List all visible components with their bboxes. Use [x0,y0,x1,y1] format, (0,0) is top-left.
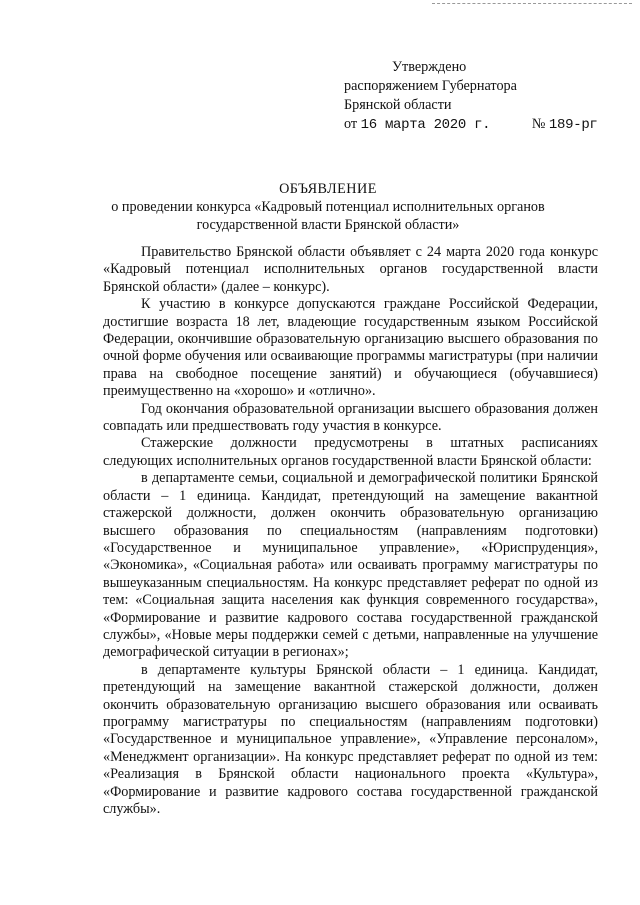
approval-number: 189-рг [548,117,598,133]
document-body [103,244,598,818]
paragraph: в департаменте культуры Брянской области – 1 единица. Кандидат, претендующий на замещение вакантной стажерской должности, должен окончить образовательную организацию высшего образования или осваивать программу магистратуры по специальностям (направлениям подготовки) «Государственное и муниципальное управление», «Управление персоналом», «Менеджмент организации». На конкурс представляет реферат по одной из тем: «Реализация в Брянской области национального проекта «Культура», «Формирование и развитие кадрового состава государственной гражданской службы». [103,661,598,817]
approval-date-line [344,115,598,135]
approval-word: Утверждено [392,59,467,75]
title-heading: ОБЪЯВЛЕНИЕ [279,181,377,197]
document-title [60,180,596,234]
approval-block [344,58,598,135]
title-line-3: государственной власти Брянской области» [196,217,460,233]
approval-date: 16 марта 2020 г. [360,117,491,133]
paragraph: Стажерские должности предусмотрены в штатных расписаниях следующих исполнительных органов государственной власти Брянской области: [103,435,598,469]
number-prefix: № [531,116,546,132]
approval-by: распоряжением Губернатора [344,78,517,94]
paragraph: К участию в конкурсе допускаются граждане Российской Федерации, достигшие возраста 18 лет, владеющие государственным языком Российской Федерации, окончившие образовательную организацию высшего образования по очной форме обучения или осваивающие программы магистратуры (при наличии права на свободное посещение занятий) и обучающиеся (обучавшиеся) преимущественно на «хорошо» и «отлично». [103,296,598,400]
paragraph: в департаменте семьи, социальной и демографической политики Брянской области – 1 единица. Кандидат, претендующий на замещение вакантной стажерской должности, должен окончить образовательную организацию высшего образования по специальностям (направлениям подготовки) «Государственное и муниципальное управление», «Юриспруденция», «Экономика», «Социальная работа» или осваивать программу магистратуры по вышеуказанным специальностям. На конкурс представляет реферат по одной из тем: «Социальная защита населения как функция современного государства», «Формирование и развитие кадрового состава государственной гражданской службы», «Новые меры поддержки семей с детьми, направленные на улучшение демографической ситуации в регионах»; [103,470,598,661]
paragraph: Правительство Брянской области объявляет с 24 марта 2020 года конкурс «Кадровый потенциал исполнительных органов государственной власти Брянской области» (далее – конкурс). [103,244,598,295]
title-line-2: о проведении конкурса «Кадровый потенциал исполнительных органов [111,199,545,215]
paragraph: Год окончания образовательной организации высшего образования должен совпадать или предшествовать году участия в конкурсе. [103,400,598,435]
approval-region: Брянской области [344,97,452,113]
scan-edge-line [432,3,632,4]
date-prefix: от [344,116,358,132]
